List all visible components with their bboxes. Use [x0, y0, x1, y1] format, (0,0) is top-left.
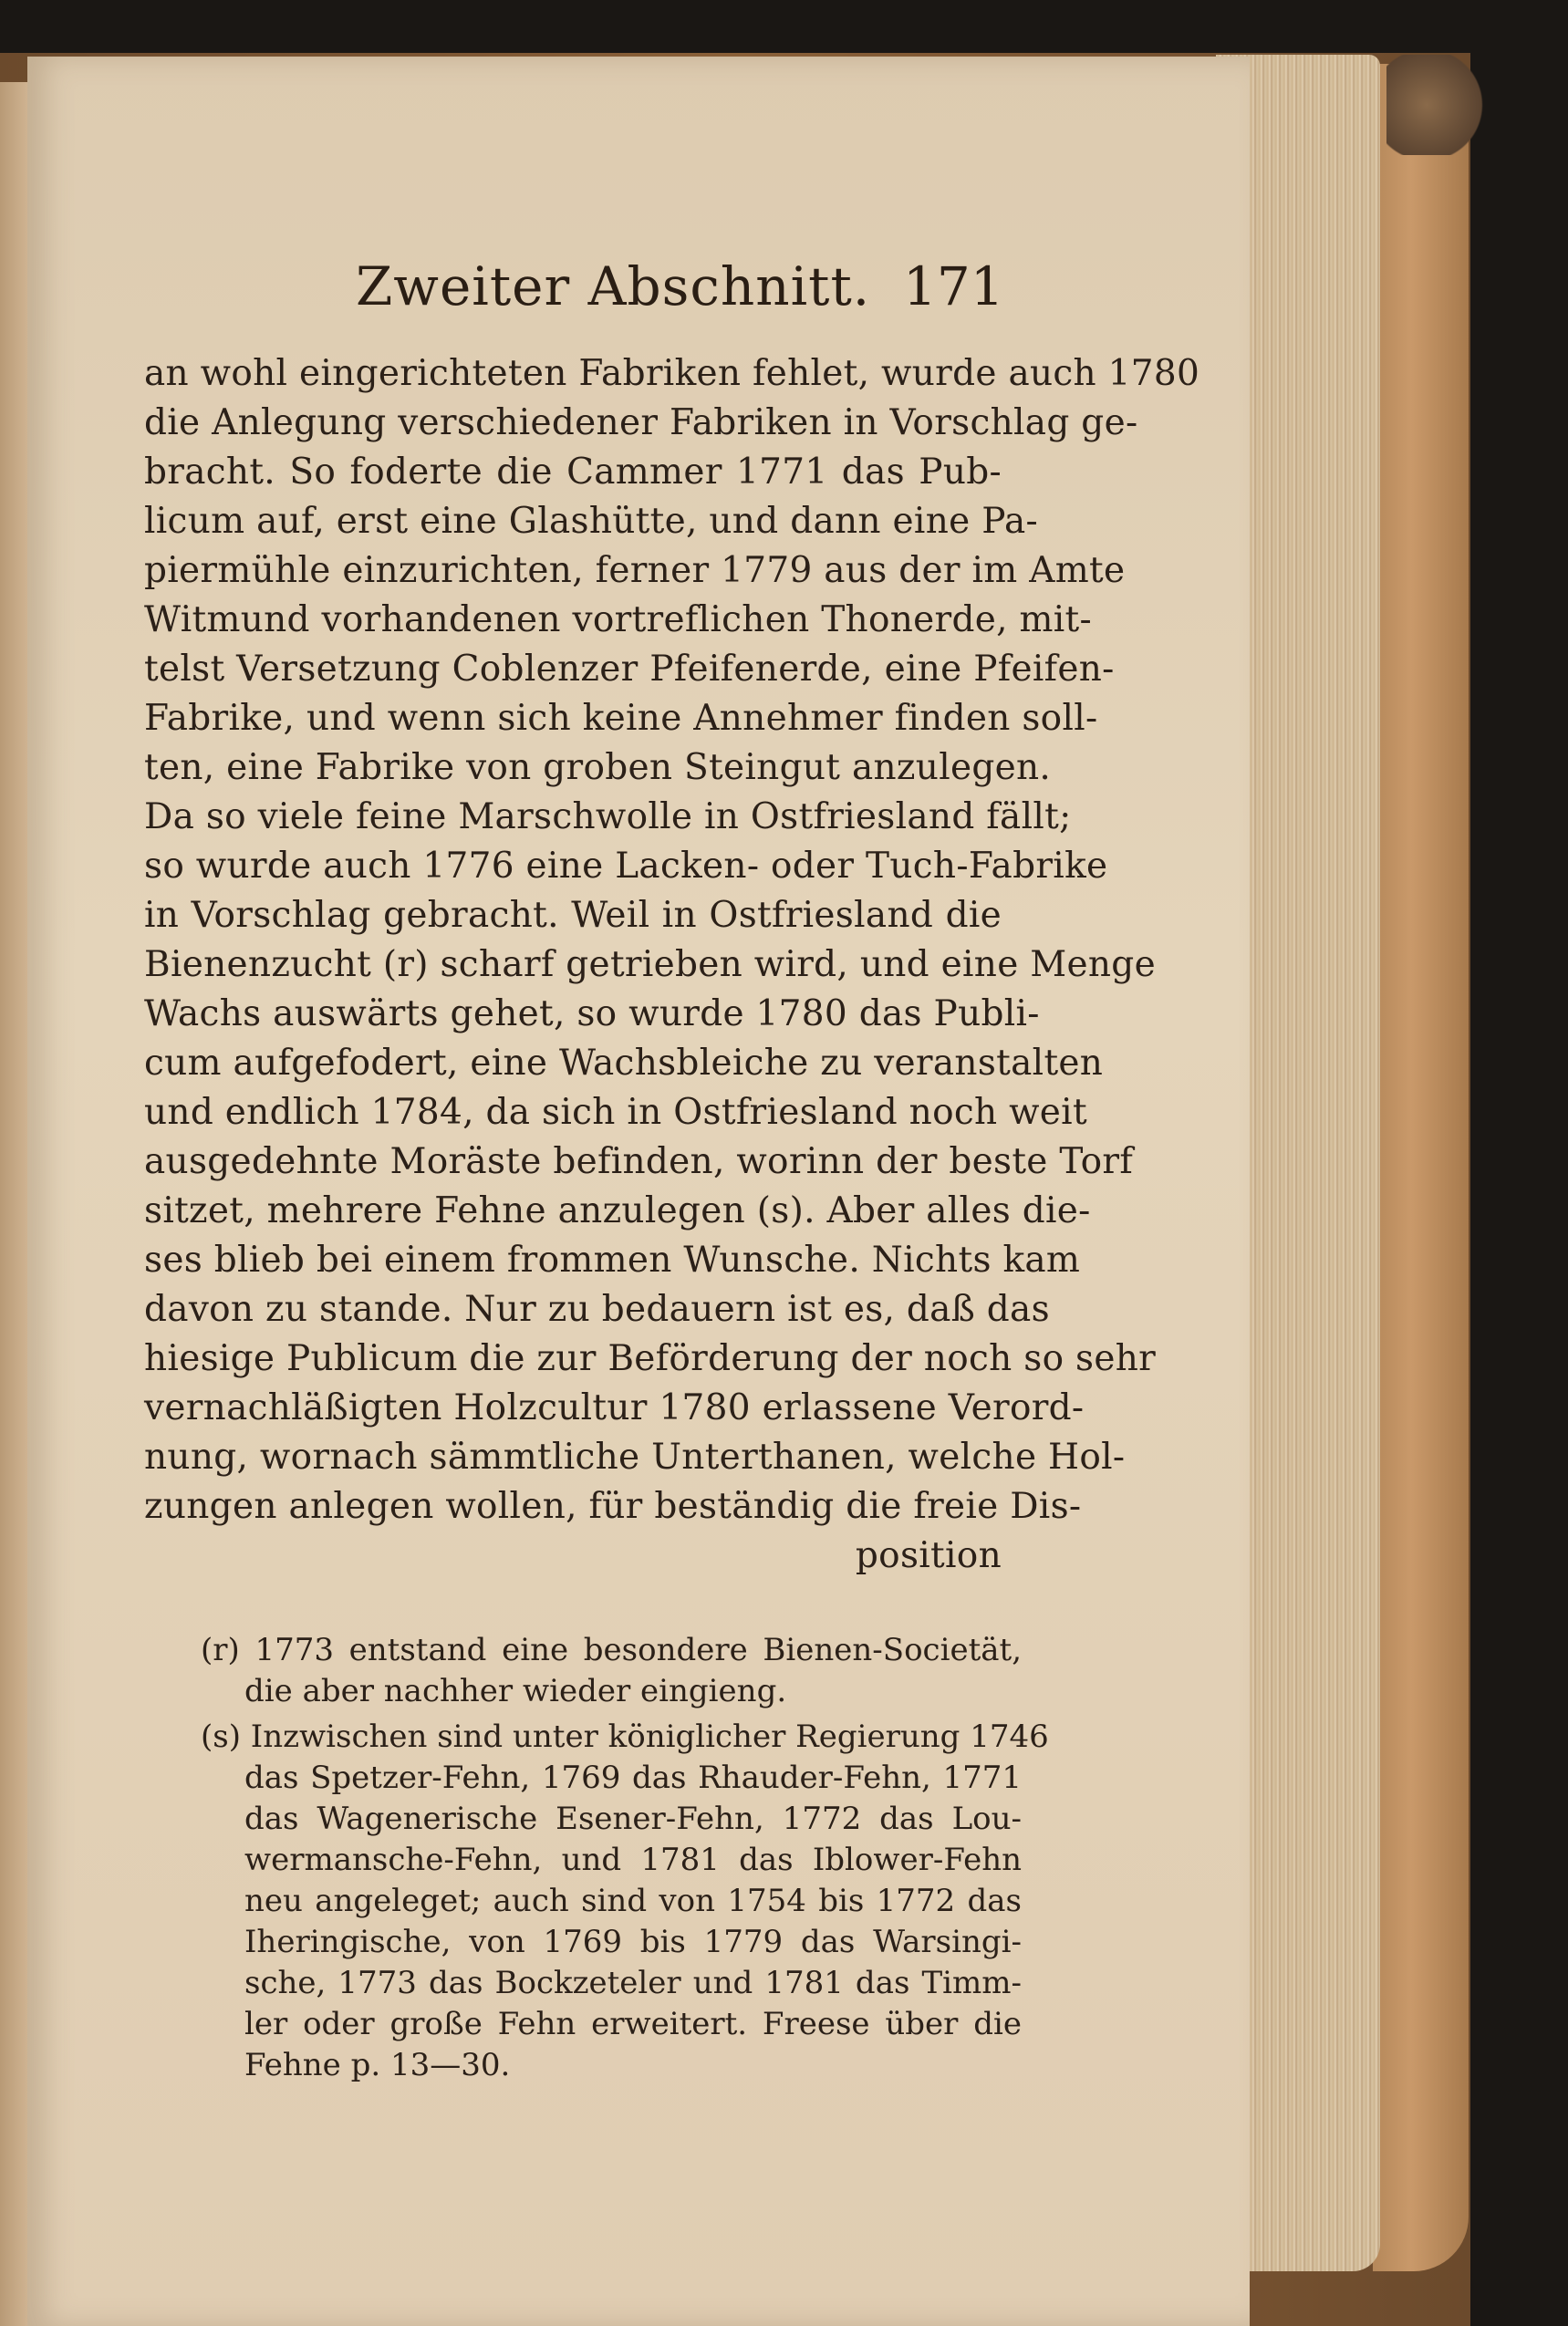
- text-line: cum aufgefodert, eine Wachsbleiche zu veranstalten: [144, 1043, 1104, 1084]
- footnote-line: sche, 1773 das Bockzeteler und 1781 das Timm-: [244, 1965, 1022, 2001]
- text-line: Witmund vorhandenen vortreflichen Thonerde, mit-: [144, 599, 1093, 640]
- text-line: telst Versetzung Coblenzer Pfeifenerde, eine Pfeifen-: [144, 649, 1115, 690]
- text-line: die Anlegung verschiedener Fabriken in Vorschlag ge-: [144, 402, 1138, 443]
- footnote-line: die aber nachher wieder eingieng.: [244, 1673, 787, 1709]
- book-page: [27, 57, 1250, 2326]
- text-line: Bienenzucht (r) scharf getrieben wird, und eine Menge: [144, 944, 1156, 985]
- page-number: 171: [903, 255, 1004, 317]
- footnote-line: das Spetzer-Fehn, 1769 das Rhauder-Fehn, 1771: [244, 1760, 1022, 1796]
- text-line: so wurde auch 1776 eine Lacken- oder Tuch-Fabrike: [144, 846, 1108, 887]
- text-line: Fabrike, und wenn sich keine Annehmer finden soll-: [144, 698, 1098, 739]
- text-line: ses blieb bei einem frommen Wunsche. Nichts kam: [144, 1240, 1081, 1281]
- footnote-line: (r) 1773 entstand eine besondere Bienen-Societät,: [201, 1632, 1022, 1668]
- footnote-line: Fehne p. 13—30.: [244, 2047, 511, 2083]
- text-line: vernachläßigten Holzcultur 1780 erlassene Verord-: [144, 1387, 1085, 1428]
- text-line: Da so viele feine Marschwolle in Ostfriesland fällt;: [144, 796, 1072, 837]
- text-line: ausgedehnte Moräste befinden, worinn der beste Torf: [144, 1141, 1134, 1182]
- text-line: an wohl eingerichteten Fabriken fehlet, wurde auch 1780: [144, 353, 1200, 394]
- text-line: davon zu stande. Nur zu bedauern ist es, daß das: [144, 1289, 1050, 1330]
- text-line: sitzet, mehrere Fehne anzulegen (s). Aber alles die-: [144, 1190, 1091, 1231]
- cover-edge: [1373, 64, 1469, 2271]
- footnote-line: das Wagenerische Esener-Fehn, 1772 das Lou-: [244, 1801, 1022, 1837]
- catchword: position: [855, 1535, 1002, 1576]
- text-line: Wachs auswärts gehet, so wurde 1780 das Publi-: [144, 993, 1040, 1034]
- section-title: Zweiter Abschnitt.: [356, 255, 871, 317]
- text-line: zungen anlegen wollen, für beständig die freie Dis-: [144, 1486, 1082, 1527]
- text-line: ten, eine Fabrike von groben Steingut anzulegen.: [144, 747, 1052, 788]
- text-line: bracht. So foderte die Cammer 1771 das Pub-: [144, 452, 1002, 493]
- footnote-line: ler oder große Fehn erweitert. Freese über die: [244, 2006, 1022, 2042]
- footnote-line: wermansche-Fehn, und 1781 das Iblower-Fehn: [244, 1842, 1022, 1878]
- worn-cover-corner: [1386, 55, 1487, 155]
- text-line: und endlich 1784, da sich in Ostfriesland noch weit: [144, 1092, 1087, 1133]
- text-line: hiesige Publicum die zur Beförderung der noch so sehr: [144, 1338, 1157, 1379]
- text-line: piermühle einzurichten, ferner 1779 aus der im Amte: [144, 550, 1126, 591]
- footnote-line: (s) Inzwischen sind unter königlicher Regierung 1746: [201, 1719, 1049, 1755]
- text-line: licum auf, erst eine Glashütte, und dann eine Pa-: [144, 501, 1039, 542]
- footnote-line: Iheringische, von 1769 bis 1779 das Warsingi-: [244, 1924, 1022, 1960]
- footnote-line: neu angeleget; auch sind von 1754 bis 1772 das: [244, 1883, 1022, 1919]
- text-line: in Vorschlag gebracht. Weil in Ostfriesland die: [144, 895, 1002, 936]
- left-page-edge: [0, 82, 29, 2326]
- text-line: nung, wornach sämmtliche Unterthanen, welche Hol-: [144, 1437, 1126, 1478]
- running-head: [356, 255, 1012, 328]
